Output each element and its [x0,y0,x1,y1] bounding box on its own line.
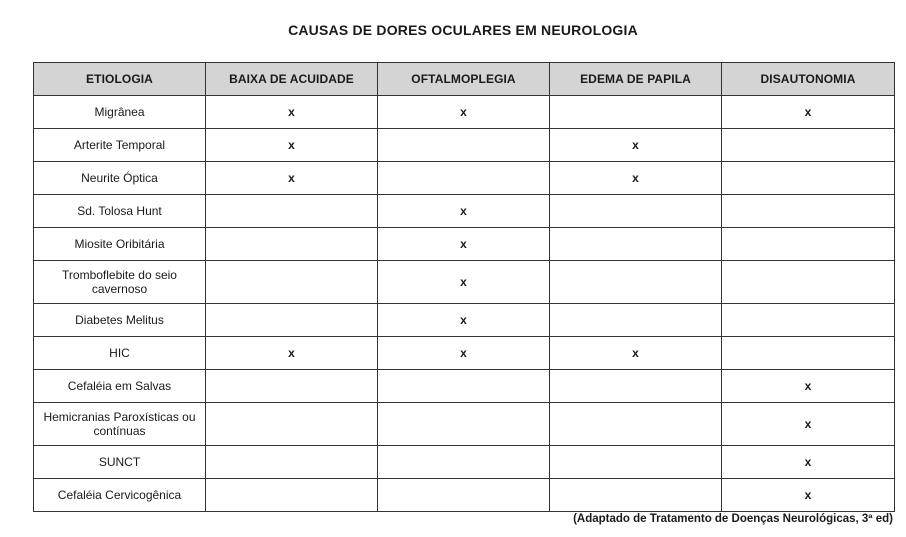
etiology-cell: Diabetes Melitus [34,304,206,337]
table-row [34,129,895,162]
table-row [34,446,895,479]
mark-cell [550,228,722,261]
mark-cell [722,228,895,261]
mark-cell: x [206,162,378,195]
mark-cell [722,195,895,228]
etiology-cell: Sd. Tolosa Hunt [34,195,206,228]
mark-cell [550,370,722,403]
mark-cell [206,304,378,337]
mark-cell [378,129,550,162]
table-row [34,479,895,512]
mark-cell [550,261,722,304]
table-row [34,96,895,129]
mark-cell [550,195,722,228]
mark-cell: x [550,129,722,162]
mark-cell: x [378,261,550,304]
mark-cell: x [378,96,550,129]
mark-cell [378,446,550,479]
mark-cell [722,129,895,162]
mark-cell [550,304,722,337]
mark-cell [206,403,378,446]
source-note: (Adaptado de Tratamento de Doenças Neurológicas, 3ª ed) [573,513,893,525]
mark-cell: x [550,337,722,370]
table-row [34,228,895,261]
mark-cell [378,162,550,195]
mark-cell [206,446,378,479]
table-row [34,403,895,446]
table-row [34,162,895,195]
mark-cell: x [378,195,550,228]
mark-cell [206,195,378,228]
mark-cell: x [722,403,895,446]
table-title: CAUSAS DE DORES OCULARES EM NEUROLOGIA [288,22,638,38]
mark-cell [206,261,378,304]
mark-cell [722,304,895,337]
mark-cell [378,403,550,446]
causes-table [33,62,895,512]
etiology-cell: Cefaléia em Salvas [34,370,206,403]
etiology-cell: Tromboflebite do seio cavernoso [34,261,206,304]
mark-cell [206,228,378,261]
mark-cell [378,370,550,403]
header-row [34,63,895,96]
etiology-cell: Hemicranias Paroxísticas ou contínuas [34,403,206,446]
etiology-cell: SUNCT [34,446,206,479]
mark-cell [722,162,895,195]
mark-cell: x [722,479,895,512]
mark-cell: x [378,228,550,261]
etiology-cell: Miosite Oribitária [34,228,206,261]
mark-cell: x [378,337,550,370]
mark-cell: x [206,129,378,162]
column-header-oftalmoplegia: OFTALMOPLEGIA [378,63,550,96]
etiology-cell: Migrânea [34,96,206,129]
mark-cell: x [206,337,378,370]
etiology-cell: Neurite Óptica [34,162,206,195]
mark-cell: x [206,96,378,129]
mark-cell [722,261,895,304]
table-row [34,195,895,228]
mark-cell [722,337,895,370]
mark-cell: x [722,370,895,403]
mark-cell: x [550,162,722,195]
etiology-cell: Cefaléia Cervicogênica [34,479,206,512]
table-row [34,337,895,370]
mark-cell [550,446,722,479]
etiology-cell: HIC [34,337,206,370]
table-row [34,370,895,403]
etiology-cell: Arterite Temporal [34,129,206,162]
mark-cell: x [378,304,550,337]
mark-cell [206,370,378,403]
mark-cell [550,403,722,446]
column-header-etiologia: ETIOLOGIA [34,63,206,96]
column-header-baixa-de-acuidade: BAIXA DE ACUIDADE [206,63,378,96]
mark-cell: x [722,446,895,479]
mark-cell [206,479,378,512]
table-row [34,261,895,304]
table-row [34,304,895,337]
mark-cell: x [722,96,895,129]
column-header-edema-de-papila: EDEMA DE PAPILA [550,63,722,96]
mark-cell [550,96,722,129]
column-header-disautonomia: DISAUTONOMIA [722,63,895,96]
mark-cell [378,479,550,512]
mark-cell [550,479,722,512]
